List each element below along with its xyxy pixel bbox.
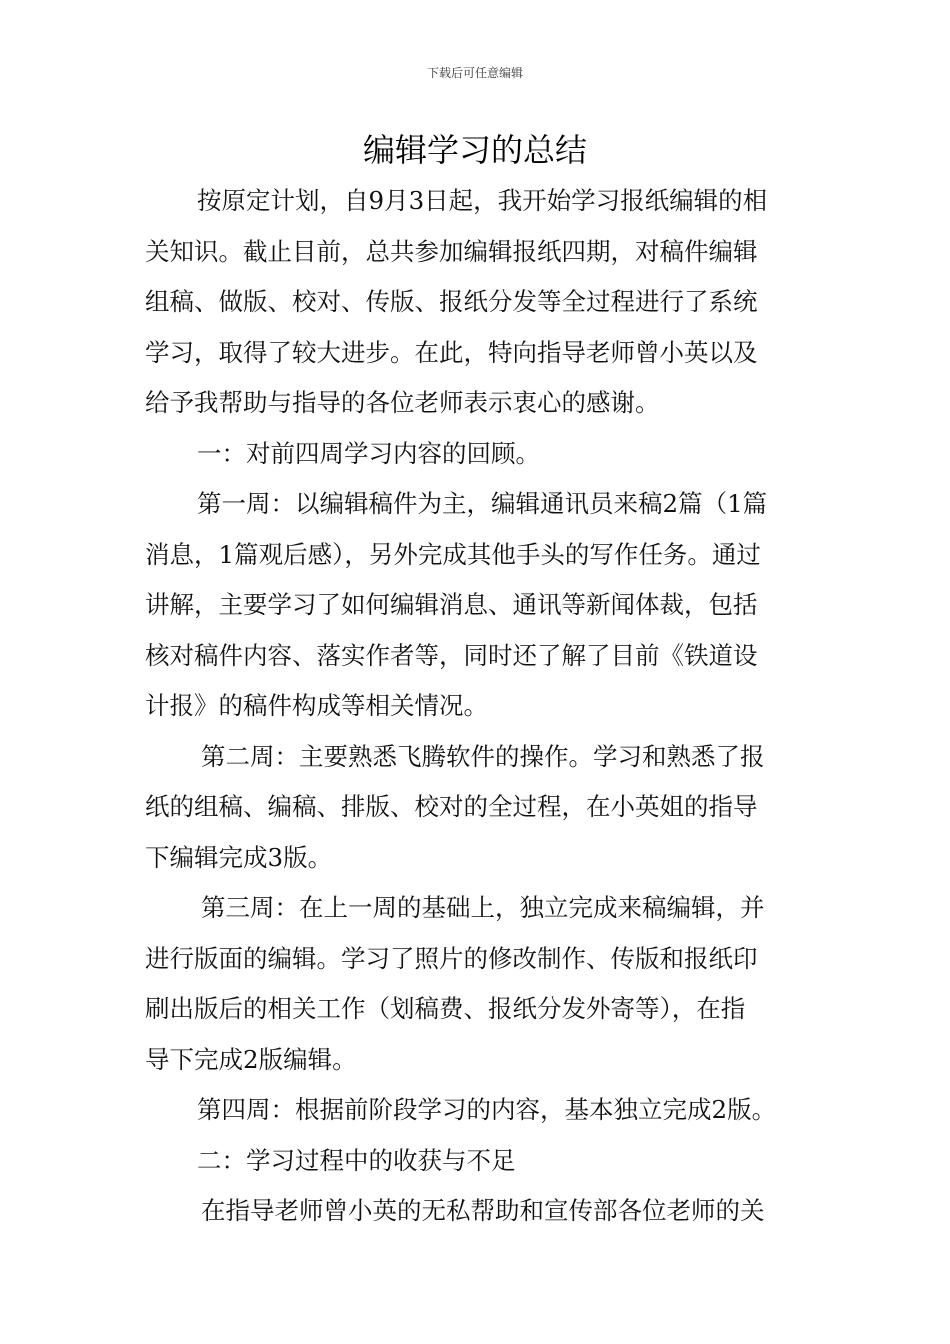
page-header: 下载后可任意编辑 (426, 66, 523, 80)
document-title: 编辑学习的总结 (362, 131, 587, 169)
paragraph-line: 导下完成2版编辑。 (145, 1044, 357, 1074)
document-body (145, 176, 810, 1237)
paragraph-line: 下编辑完成3版。 (145, 842, 333, 872)
paragraph-line: 核对稿件内容、落实作者等，同时还了解了目前《铁道设 (145, 640, 758, 670)
paragraph-line: 给予我帮助与指导的各位老师表示衷心的感谢。 (145, 388, 660, 417)
paragraph-line: 刷出版后的相关工作（划稿费、报纸分发外寄等），在指 (145, 994, 746, 1023)
paragraph-line: 纸的组稿、编稿、排版、校对的全过程，在小英姐的指导 (145, 792, 758, 821)
paragraph-line: 进行版面的编辑。学习了照片的修改制作、传版和报纸印 (145, 943, 758, 973)
paragraph-line: 第四周：根据前阶段学习的内容，基本独立完成2版。 (197, 1095, 777, 1124)
paragraph-line: 第三周：在上一周的基础上，独立完成来稿编辑，并 (201, 893, 765, 922)
paragraph-line: 讲解，主要学习了如何编辑消息、通讯等新闻体裁，包括 (145, 590, 758, 619)
paragraph-line: 消息，1篇观后感），另外完成其他手头的写作任务。通过 (145, 539, 761, 569)
paragraph-line: 第二周：主要熟悉飞腾软件的操作。学习和熟悉了报 (201, 741, 765, 771)
section-heading: 二：学习过程中的收获与不足 (197, 1145, 516, 1175)
paragraph-line: 关知识。截止目前，总共参加编辑报纸四期，对稿件编辑 (145, 236, 758, 266)
paragraph-line: 按原定计划，自9月3日起，我开始学习报纸编辑的相 (197, 186, 768, 215)
section-heading: 一：对前四周学习内容的回顾。 (197, 438, 540, 468)
paragraph-line: 第一周：以编辑稿件为主，编辑通讯员来稿2篇（1篇 (197, 489, 768, 518)
paragraph-line: 在指导老师曾小英的无私帮助和宣传部各位老师的关 (201, 1196, 765, 1225)
paragraph-line: 计报》的稿件构成等相关情况。 (145, 691, 488, 720)
paragraph-line: 学习，取得了较大进步。在此，特向指导老师曾小英以及 (145, 337, 758, 367)
paragraph-line: 组稿、做版、校对、传版、报纸分发等全过程进行了系统 (145, 287, 758, 316)
